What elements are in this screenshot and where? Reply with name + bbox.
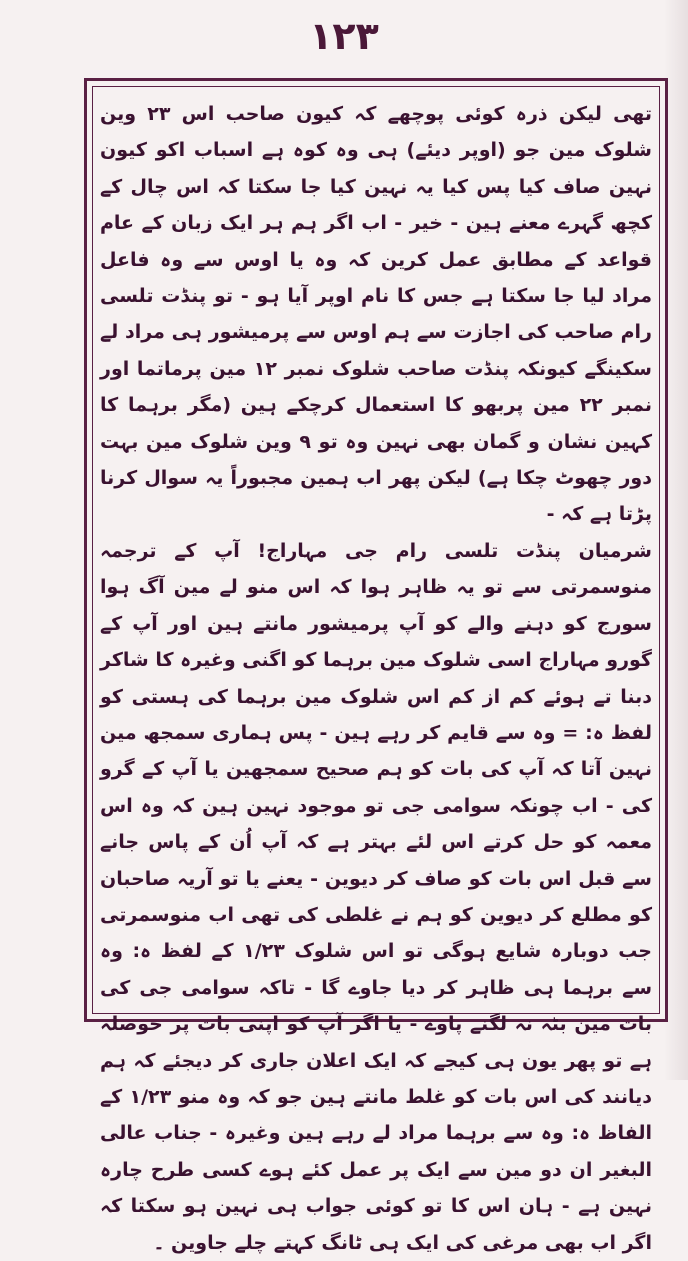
paragraph: تھی لیکن ذرہ کوئی پوچھے کہ کیون صاحب اس ۲۳ وین شلوک مین جو (اوپر دیئے) ہی وہ کوہ ہے اسباب اکو کیون نہین صاف کیا پس کیا یہ نہین کیا جا سکتا کہ اس چال کے کچھ گہرے معنے ہین - خیر - اب اگر ہم ہر ایک زبان کے عام قواعد کے مطابق عمل کرین کہ وہ یا اوس سے وہ فاعل مراد لیا جا سکتا ہے جس کا نام اوپر آیا ہو - تو پنڈت تلسی رام صاحب کی اجازت سے ہم اوس سے پرمیشور ہی مراد لے سکینگے کیونکہ پنڈت صاحب شلوک نمبر ۱۲ مین پرماتما اور نمبر ۲۲ مین پربھو کا استعمال کرچکے ہین (مگر برہما کا کہین نشان و گمان بھی نہین وہ تو ۹ وین شلوک مین بہت دور چھوٹ چکا ہے) لیکن پھر اب ہمین مجبوراً یہ سوال کرنا پڑتا ہے کہ - [100, 103, 653, 526]
body-text [100, 96, 653, 1254]
page-edge-shadow [664, 0, 688, 1080]
paragraph: شرمیان پنڈت تلسی رام جی مہاراج! آپ کے ترجمہ منوسمرتی سے تو یہ ظاہر ہوا کہ اس منو لے مین آگ ہوا سورج کو دہنے والے کو آپ پرمیشور مانتے ہین اور آپ کے گورو مہاراج اسی شلوک مین برہما کو اگنی وغیرہ کا شاکر دبنا تے ہوئے کم از کم اس شلوک مین برہما کی ہستی کو لفظ ہ: = وہ سے قایم کر رہے ہین - پس ہماری سمجھ مین نہین آتا کہ آپ کی بات کو ہم صحیح سمجھین یا آپ کے گرو کی - اب چونکہ سوامی جی تو موجود نہین ہین کہ وہ اس معمہ کو حل کرتے اس لئے بہتر ہے کہ آپ اُن کے پاس جانے سے قبل اس بات کو صاف کر دیوین - یعنے یا تو آریہ صاحبان کو مطلع کر دیوین کو ہم نے غلطی کی تھی اب منوسمرتی جب دوبارہ شایع ہوگی تو اس شلوک ۱/۲۳ کے لفظ ہ: وہ سے برہما ہی ظاہر کر دیا جاوے گا - تاکہ سوامی جی کی بات مین بٹہ نہ لگنے پاوے - یا اگر آپ کو اپنی بات پر حوصلہ ہے تو پھر یون ہی کیجے کہ ایک اعلان جاری کر دیجئے کہ ہم دیانند کی اس بات کو غلط مانتے ہین جو کہ وہ منو ۱/۲۳ کے الفاظ ہ: وہ سے برہما مراد لے رہے ہین وغیرہ - جناب عالی البغیر ان دو مین سے ایک پر عمل کئے ہوے کسی طرح چارہ نہین ہے - ہان اس کا تو کوئی جواب ہی نہین ہو سکتا کہ اگر اب بھی مرغی کی ایک ہی ٹانگ کہتے چلے جاوین ۔ [100, 539, 652, 1254]
page-number: ۱۲۳ [309, 14, 379, 58]
